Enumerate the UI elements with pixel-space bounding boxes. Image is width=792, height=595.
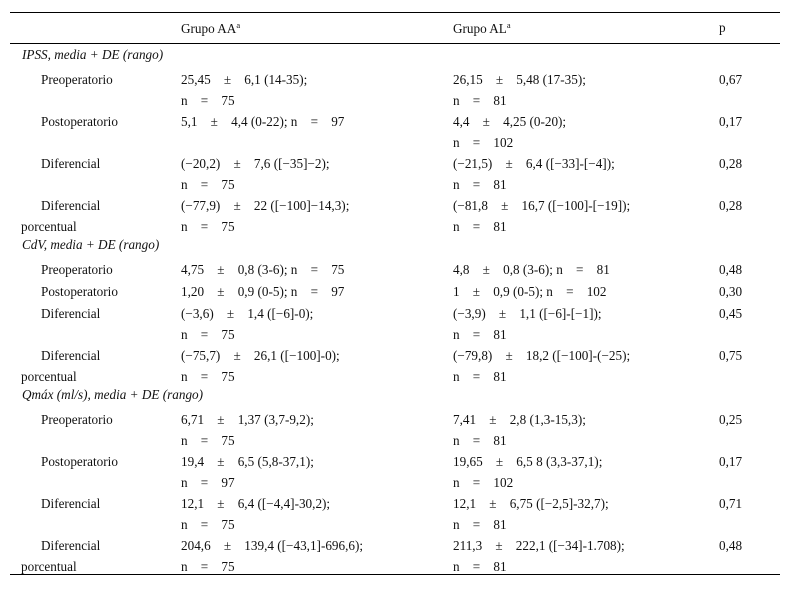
group-aa-value: (−3,6) ± 1,4 ([−6]-0);	[181, 306, 314, 321]
group-al-value: 4,4 ± 4,25 (0-20);	[453, 114, 567, 129]
group-al-value: 211,3 ± 222,1 ([−34]-1.708);	[453, 538, 625, 553]
group-aa-cell	[181, 111, 443, 132]
section-title: IPSS, media + DE (rango)	[22, 47, 164, 62]
p-value: 0,48	[719, 538, 743, 553]
group-al-n: n = 102	[453, 475, 514, 490]
p-value: 0,25	[719, 412, 743, 427]
group-aa-value: (−20,2) ± 7,6 ([−35]−2);	[181, 156, 330, 171]
row-label: Postoperatorio	[41, 454, 118, 469]
group-aa-value: 5,1 ± 4,4 (0-22); n = 97	[181, 114, 345, 129]
group-aa-cell	[181, 153, 443, 195]
row-label: Preoperatorio	[41, 72, 113, 87]
group-al-n: n = 81	[453, 327, 507, 342]
table-row	[10, 448, 780, 490]
table-row	[10, 406, 780, 448]
p-value: 0,75	[719, 348, 743, 363]
group-al-value: 7,41 ± 2,8 (1,3-15,3);	[453, 412, 586, 427]
group-al-value: 1 ± 0,9 (0-5); n = 102	[453, 284, 607, 299]
row-label: Preoperatorio	[41, 412, 113, 427]
group-aa-value: 12,1 ± 6,4 ([−4,4]-30,2);	[181, 496, 331, 511]
group-aa-n: n = 75	[181, 327, 235, 342]
group-al-cell	[453, 153, 715, 195]
group-al-cell	[453, 345, 715, 387]
header-group-al-text: Grupo AL	[453, 21, 507, 36]
table-row	[10, 192, 780, 234]
row-label-cell	[21, 303, 171, 324]
group-aa-cell	[181, 303, 443, 345]
group-al-value: 26,15 ± 5,48 (17-35);	[453, 72, 586, 87]
group-al-n: n = 81	[453, 219, 507, 234]
row-label: Diferencial	[41, 156, 101, 171]
group-al-value: (−21,5) ± 6,4 ([−33]-[−4]);	[453, 156, 615, 171]
p-value: 0,45	[719, 306, 743, 321]
row-label-cell	[21, 195, 171, 237]
group-aa-cell	[181, 345, 443, 387]
group-aa-value: (−75,7) ± 26,1 ([−100]-0);	[181, 348, 340, 363]
row-label: Diferencial	[41, 306, 101, 321]
row-label: Diferencial	[41, 538, 101, 553]
group-al-n: n = 81	[453, 93, 507, 108]
group-aa-cell	[181, 409, 443, 451]
group-aa-n: n = 75	[181, 559, 235, 574]
group-aa-n: n = 75	[181, 433, 235, 448]
group-aa-cell	[181, 259, 443, 280]
row-label: Diferencial	[41, 198, 101, 213]
group-aa-value: 204,6 ± 139,4 ([−43,1]-696,6);	[181, 538, 364, 553]
group-al-n: n = 102	[453, 135, 514, 150]
row-label-continued: porcentual	[21, 219, 77, 234]
header-group-al-footnote: a	[506, 20, 511, 30]
p-value: 0,17	[719, 454, 743, 469]
group-aa-value: 19,4 ± 6,5 (5,8-37,1);	[181, 454, 314, 469]
table-row	[10, 532, 780, 574]
header-group-aa	[181, 20, 240, 37]
group-al-cell	[453, 409, 715, 451]
group-aa-n: n = 97	[181, 475, 235, 490]
group-aa-cell	[181, 69, 443, 111]
group-al-cell	[453, 493, 715, 535]
group-al-cell	[453, 69, 715, 111]
table-row	[10, 256, 780, 278]
row-label: Diferencial	[41, 496, 101, 511]
header-group-aa-footnote: a	[236, 20, 241, 30]
group-aa-cell	[181, 493, 443, 535]
header-p: p	[719, 20, 726, 35]
table-row	[10, 278, 780, 300]
p-value: 0,67	[719, 72, 743, 87]
header-group-al	[453, 20, 511, 37]
group-aa-n: n = 75	[181, 177, 235, 192]
group-aa-value: 1,20 ± 0,9 (0-5); n = 97	[181, 284, 345, 299]
row-label-cell	[21, 153, 171, 174]
p-value: 0,48	[719, 262, 743, 277]
table-header	[10, 13, 780, 44]
group-al-cell	[453, 281, 715, 302]
group-aa-n: n = 75	[181, 517, 235, 532]
group-al-value: (−81,8 ± 16,7 ([−100]-[−19]);	[453, 198, 631, 213]
header-group-aa-text: Grupo AA	[181, 21, 237, 36]
group-al-value: (−79,8) ± 18,2 ([−100]-(−25);	[453, 348, 631, 363]
row-label-cell	[21, 281, 171, 302]
p-value: 0,30	[719, 284, 743, 299]
group-al-n: n = 81	[453, 433, 507, 448]
table-row	[10, 108, 780, 150]
statistics-table	[10, 12, 780, 575]
table-body	[10, 44, 780, 574]
row-label-cell	[21, 493, 171, 514]
p-value: 0,17	[719, 114, 743, 129]
p-value: 0,71	[719, 496, 743, 511]
group-aa-cell	[181, 195, 443, 237]
table-row	[10, 66, 780, 108]
group-aa-n: n = 75	[181, 369, 235, 384]
row-label: Preoperatorio	[41, 262, 113, 277]
section-title: Qmáx (ml/s), media + DE (rango)	[22, 387, 204, 402]
table-row	[10, 300, 780, 342]
row-label-continued: porcentual	[21, 559, 77, 574]
p-value: 0,28	[719, 198, 743, 213]
p-value: 0,28	[719, 156, 743, 171]
group-al-n: n = 81	[453, 517, 507, 532]
group-aa-value: 4,75 ± 0,8 (3-6); n = 75	[181, 262, 345, 277]
table-row	[10, 150, 780, 192]
group-al-value: (−3,9) ± 1,1 ([−6]-[−1]);	[453, 306, 602, 321]
group-aa-value: (−77,9) ± 22 ([−100]−14,3);	[181, 198, 350, 213]
group-al-cell	[453, 195, 715, 237]
group-aa-cell	[181, 535, 443, 577]
group-aa-value: 25,45 ± 6,1 (14-35);	[181, 72, 308, 87]
group-aa-cell	[181, 451, 443, 493]
group-aa-n: n = 75	[181, 93, 235, 108]
table-row	[10, 490, 780, 532]
row-label-cell	[21, 535, 171, 577]
group-al-cell	[453, 535, 715, 577]
group-al-value: 19,65 ± 6,5 8 (3,3-37,1);	[453, 454, 603, 469]
group-al-value: 12,1 ± 6,75 ([−2,5]-32,7);	[453, 496, 609, 511]
group-al-value: 4,8 ± 0,8 (3-6); n = 81	[453, 262, 610, 277]
group-al-cell	[453, 259, 715, 280]
row-label-cell	[21, 345, 171, 387]
table-row	[10, 342, 780, 384]
row-label-cell	[21, 259, 171, 280]
row-label-cell	[21, 409, 171, 430]
section-title: CdV, media + DE (rango)	[22, 237, 160, 252]
group-al-n: n = 81	[453, 177, 507, 192]
row-label-continued: porcentual	[21, 369, 77, 384]
group-al-n: n = 81	[453, 369, 507, 384]
group-aa-cell	[181, 281, 443, 302]
row-label-cell	[21, 69, 171, 90]
group-aa-n: n = 75	[181, 219, 235, 234]
group-al-n: n = 81	[453, 559, 507, 574]
group-al-cell	[453, 451, 715, 493]
group-al-cell	[453, 303, 715, 345]
row-label: Postoperatorio	[41, 114, 118, 129]
row-label: Diferencial	[41, 348, 101, 363]
row-label-cell	[21, 451, 171, 472]
group-al-cell	[453, 111, 715, 153]
row-label-cell	[21, 111, 171, 132]
row-label: Postoperatorio	[41, 284, 118, 299]
group-aa-value: 6,71 ± 1,37 (3,7-9,2);	[181, 412, 314, 427]
